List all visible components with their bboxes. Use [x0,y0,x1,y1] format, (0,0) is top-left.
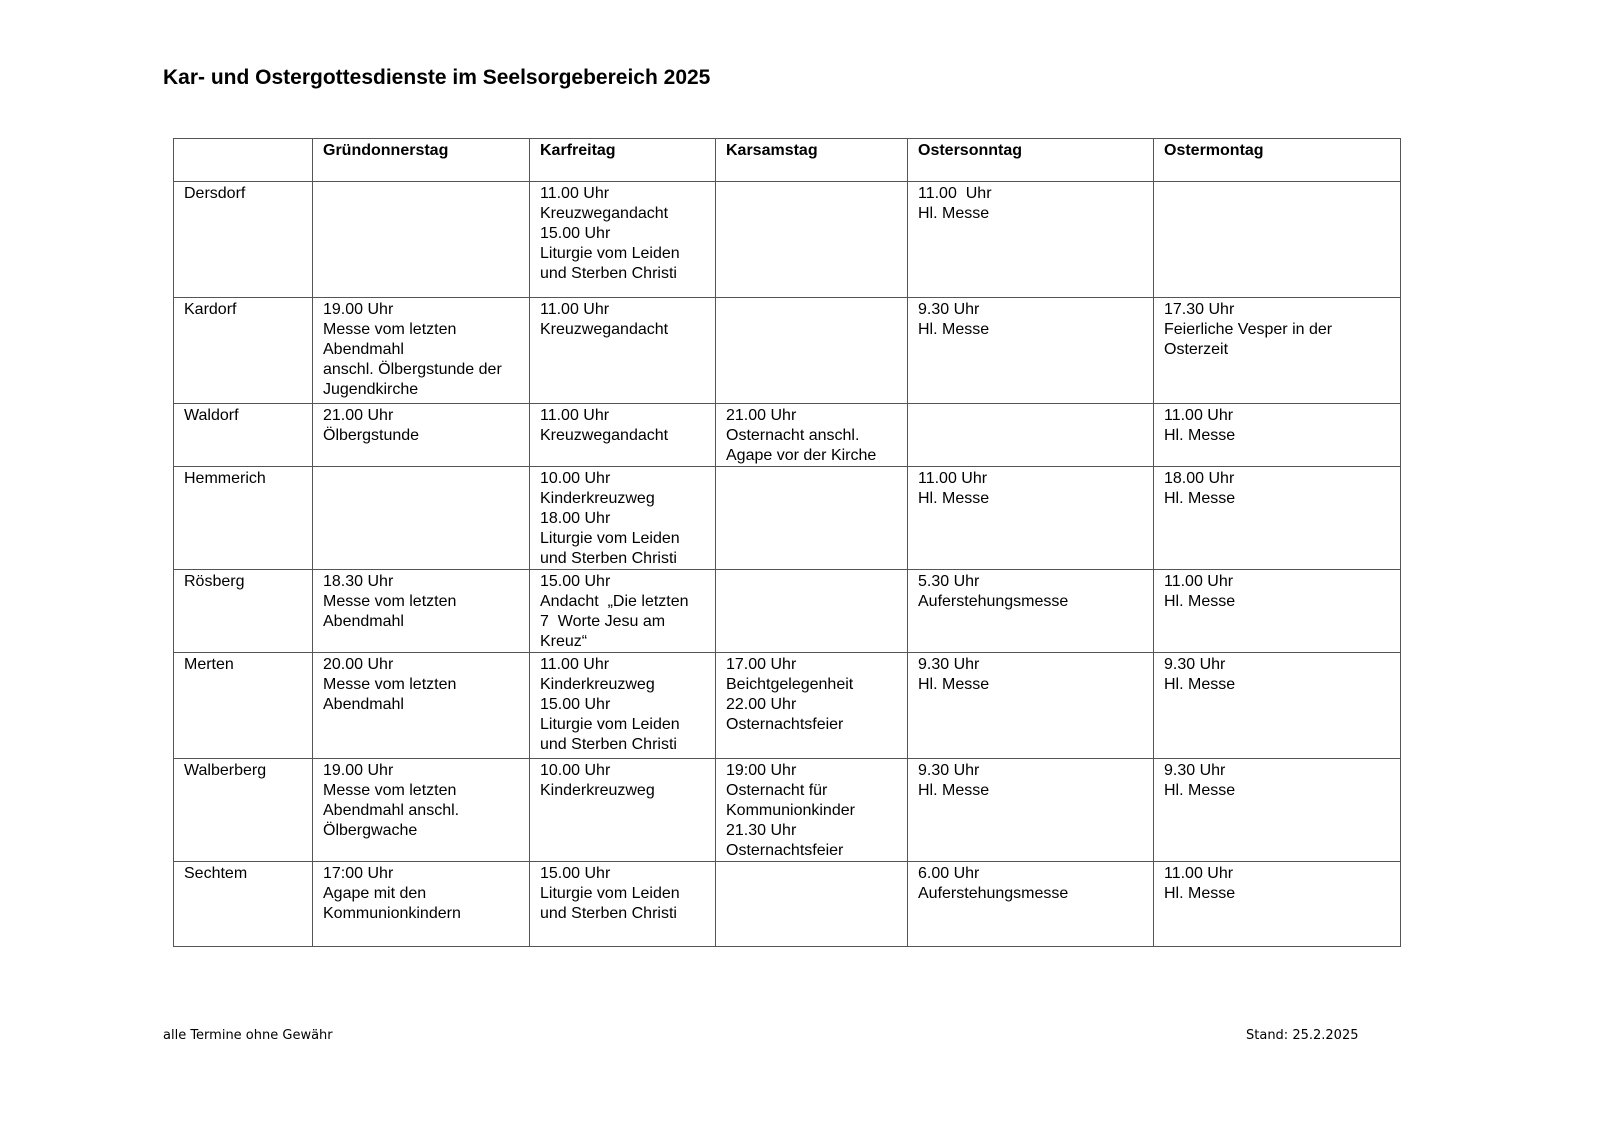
service-line: anschl. Ölbergstunde der [323,361,502,378]
service-line: 7 Worte Jesu am [540,613,666,630]
table-row [174,862,1401,947]
service-cell [716,653,908,759]
service-line: 11.00 Uhr [918,470,988,487]
service-line: 6.00 Uhr [918,865,980,882]
service-cell [716,467,908,570]
service-cell [313,653,530,759]
service-line: 19.00 Uhr [323,301,394,318]
service-line: 9.30 Uhr [1164,762,1226,779]
column-header: Ostersonntag [908,139,1154,182]
column-header: Ostermontag [1154,139,1401,182]
service-line: Hl. Messe [918,205,990,222]
service-cell [313,759,530,862]
service-line: 11.00 Uhr [540,185,610,202]
service-line: Osternachtsfeier [726,842,844,859]
service-cell [313,404,530,467]
service-line: Liturgie vom Leiden [540,885,680,902]
service-line: 9.30 Uhr [918,301,980,318]
service-line: Abendmahl [323,696,404,713]
service-line: Hl. Messe [1164,427,1236,444]
service-line: Hl. Messe [1164,490,1236,507]
service-cell [1154,653,1401,759]
service-line: 11.00 Uhr [1164,865,1234,882]
service-line: Auferstehungsmesse [918,593,1069,610]
table-row [174,182,1401,298]
service-line: Osternacht für [726,782,828,799]
service-cell [1154,404,1401,467]
service-line: Hl. Messe [1164,593,1236,610]
service-line: 18.00 Uhr [540,510,611,527]
service-line: 11.00 Uhr [540,301,610,318]
service-cell [530,404,716,467]
service-line: und Sterben Christi [540,736,677,753]
service-cell [530,653,716,759]
table-row [174,759,1401,862]
service-cell [908,404,1154,467]
service-cell [908,759,1154,862]
service-line: 11.00 Uhr [918,185,992,202]
service-line: Feierliche Vesper in der [1164,321,1333,338]
column-header: Karfreitag [530,139,716,182]
service-cell [908,570,1154,653]
service-line: Kreuzwegandacht [540,427,669,444]
header-corner-cell [174,139,313,182]
service-line: Abendmahl [323,341,404,358]
service-line: Jugendkirche [323,381,419,398]
table-row [174,653,1401,759]
place-name-cell: Merten [174,653,313,759]
service-line: Hl. Messe [918,782,990,799]
table-row [174,298,1401,404]
service-line: 22.00 Uhr [726,696,797,713]
service-line: und Sterben Christi [540,265,677,282]
service-line: Liturgie vom Leiden [540,245,680,262]
service-cell [1154,298,1401,404]
service-line: Kreuz“ [540,633,588,650]
service-cell [716,759,908,862]
footer-disclaimer: alle Termine ohne Gewähr [163,1028,333,1043]
service-line: Abendmahl anschl. [323,802,460,819]
service-line: Kommunionkindern [323,905,461,922]
service-line: 19.00 Uhr [323,762,394,779]
service-line: 11.00 Uhr [1164,573,1234,590]
service-line: 15.00 Uhr [540,696,611,713]
service-line: 17.30 Uhr [1164,301,1235,318]
service-cell [1154,862,1401,947]
service-cell [313,298,530,404]
service-line: 5.30 Uhr [918,573,980,590]
service-cell [908,862,1154,947]
place-name-cell: Walberberg [174,759,313,862]
service-line: Liturgie vom Leiden [540,530,680,547]
place-name-cell: Hemmerich [174,467,313,570]
service-line: 15.00 Uhr [540,225,611,242]
service-cell [1154,570,1401,653]
service-cell [313,467,530,570]
service-line: 9.30 Uhr [918,656,980,673]
service-line: und Sterben Christi [540,905,677,922]
service-line: Kinderkreuzweg [540,782,655,799]
column-header: Karsamstag [716,139,908,182]
service-line: Hl. Messe [1164,885,1236,902]
service-line: Hl. Messe [1164,676,1236,693]
service-cell [530,182,716,298]
service-cell [313,862,530,947]
service-line: Abendmahl [323,613,404,630]
service-cell [716,182,908,298]
service-cell [313,182,530,298]
service-line: Hl. Messe [918,490,990,507]
service-line: Hl. Messe [918,676,990,693]
service-line: Agape vor der Kirche [726,447,877,464]
place-name-cell: Waldorf [174,404,313,467]
service-line: Osternachtsfeier [726,716,844,733]
service-line: Kinderkreuzweg [540,676,655,693]
service-line: Kinderkreuzweg [540,490,655,507]
service-cell [1154,759,1401,862]
service-line: 19:00 Uhr [726,762,797,779]
place-name-cell: Sechtem [174,862,313,947]
service-cell [716,298,908,404]
service-line: Messe vom letzten [323,593,457,610]
column-header: Gründonnerstag [313,139,530,182]
service-line: Kommunionkinder [726,802,855,819]
service-line: 9.30 Uhr [1164,656,1226,673]
table-body [174,182,1401,947]
service-line: 15.00 Uhr [540,573,611,590]
service-cell [530,467,716,570]
service-line: 21.30 Uhr [726,822,797,839]
service-cell [530,759,716,862]
service-line: 11.00 Uhr [540,407,610,424]
service-line: Andacht „Die letzten [540,593,689,610]
service-line: 15.00 Uhr [540,865,611,882]
footer-status-date: Stand: 25.2.2025 [1246,1028,1359,1043]
place-name-cell: Rösberg [174,570,313,653]
service-line: 21.00 Uhr [323,407,394,424]
table-row [174,467,1401,570]
service-line: Auferstehungsmesse [918,885,1069,902]
service-cell [530,570,716,653]
service-cell [908,182,1154,298]
service-line: 20.00 Uhr [323,656,394,673]
service-cell [313,570,530,653]
page-title: Kar- und Ostergottesdienste im Seelsorgebereich 2025 [163,66,711,89]
service-line: Osterzeit [1164,341,1229,358]
service-line: Hl. Messe [1164,782,1236,799]
service-line: 21.00 Uhr [726,407,797,424]
service-line: und Sterben Christi [540,550,677,567]
service-cell [716,404,908,467]
service-line: Beichtgelegenheit [726,676,854,693]
service-line: Messe vom letzten [323,676,457,693]
service-cell [908,467,1154,570]
service-cell [530,298,716,404]
service-line: 18.00 Uhr [1164,470,1235,487]
place-name-cell: Dersdorf [174,182,313,298]
service-line: Osternacht anschl. [726,427,860,444]
service-line: 9.30 Uhr [918,762,980,779]
service-line: 11.00 Uhr [540,656,610,673]
service-cell [908,298,1154,404]
table-header-row [174,139,1401,182]
service-line: Messe vom letzten [323,321,457,338]
schedule-table [173,138,1401,947]
service-line: 18.30 Uhr [323,573,394,590]
service-line: 10.00 Uhr [540,470,611,487]
service-cell [530,862,716,947]
service-cell [1154,467,1401,570]
service-line: Liturgie vom Leiden [540,716,680,733]
service-line: Agape mit den [323,885,427,902]
service-line: 17:00 Uhr [323,865,394,882]
service-cell [716,862,908,947]
service-line: Hl. Messe [918,321,990,338]
table-row [174,570,1401,653]
place-name-cell: Kardorf [174,298,313,404]
service-line: Kreuzwegandacht [540,205,669,222]
service-cell [908,653,1154,759]
service-cell [1154,182,1401,298]
service-line: 10.00 Uhr [540,762,611,779]
service-cell [716,570,908,653]
service-line: Ölbergstunde [323,427,420,444]
service-line: Kreuzwegandacht [540,321,669,338]
service-line: Messe vom letzten [323,782,457,799]
service-line: 17.00 Uhr [726,656,797,673]
service-line: 11.00 Uhr [1164,407,1234,424]
table-row [174,404,1401,467]
service-line: Ölbergwache [323,822,418,839]
